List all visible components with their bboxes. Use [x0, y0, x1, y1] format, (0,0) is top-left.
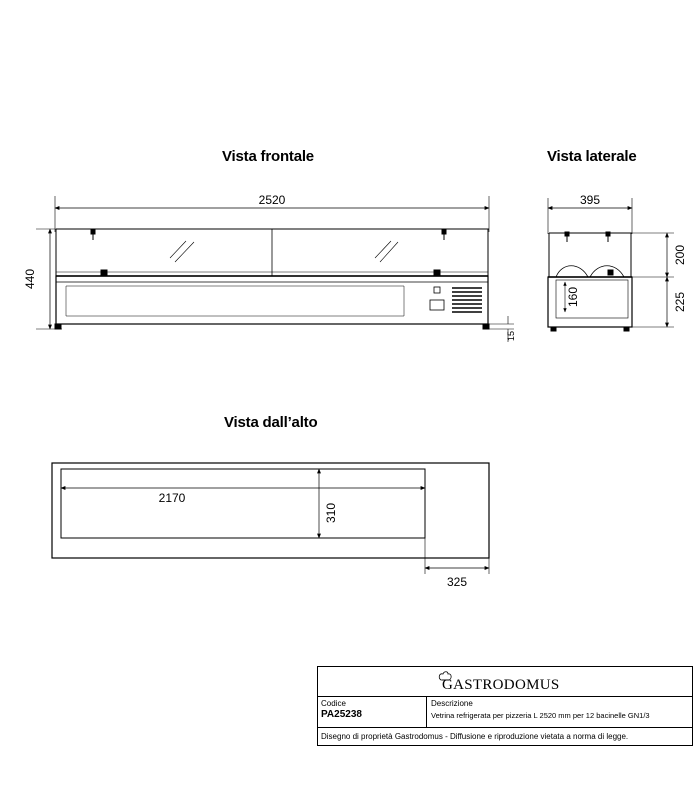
dim-front-height: 440: [23, 268, 37, 290]
side-view-title: Vista laterale: [547, 148, 637, 165]
front-view-title: Vista frontale: [222, 148, 314, 165]
code-cell: [318, 697, 427, 727]
code-label: Codice: [321, 699, 346, 708]
description-value: Vetrina refrigerata per pizzeria L 2520 mm per 12 bacinelle GN1/3: [431, 711, 650, 720]
dim-top-right-offset: 325: [446, 575, 468, 589]
side-view-drawing: [548, 198, 674, 331]
dim-front-foot: 15: [506, 330, 516, 342]
dim-side-glass-height: 200: [673, 244, 687, 266]
code-value: PA25238: [321, 709, 362, 720]
title-block-info-row: [318, 697, 692, 728]
dim-top-inner-length: 2170: [158, 491, 186, 505]
title-block: [317, 666, 693, 746]
dim-side-depth: 395: [579, 193, 601, 207]
brand-name: GASTRODOMUS: [442, 677, 560, 693]
top-view-title: Vista dall’alto: [224, 414, 318, 431]
top-view-drawing: [52, 463, 489, 574]
dim-top-inner-depth: 310: [324, 502, 338, 524]
dim-side-inner-height: 160: [566, 286, 580, 308]
brand-logo-area: [318, 667, 692, 697]
copyright-notice: Disegno di proprietà Gastrodomus - Diffusione e riproduzione vietata a norma di legge.: [321, 732, 629, 741]
dim-side-body-height: 225: [673, 291, 687, 313]
dim-front-width: 2520: [258, 193, 286, 207]
front-view-drawing: [36, 196, 514, 342]
description-label: Descrizione: [431, 699, 473, 708]
